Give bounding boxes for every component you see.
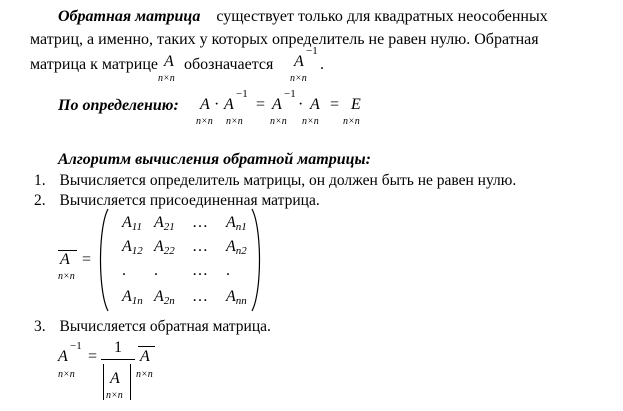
matrix-cell-index: 2n bbox=[163, 295, 175, 307]
adjoint-symbol-A: A bbox=[60, 251, 70, 268]
matrix-cell-base: A bbox=[226, 238, 236, 255]
formula-A: A bbox=[272, 96, 282, 113]
matrix-cell bbox=[192, 214, 208, 232]
inverse-symbol-A: A bbox=[294, 53, 304, 70]
matrix-cell-index: 21 bbox=[163, 221, 175, 233]
matrix-cell-index: nn bbox=[235, 295, 247, 307]
definition-label: По определению: bbox=[58, 97, 179, 114]
formula-A: A bbox=[310, 96, 320, 113]
size-subscript: n×n bbox=[196, 116, 213, 127]
formula-A: A bbox=[200, 96, 210, 113]
matrix-cell-base: … bbox=[192, 262, 208, 279]
matrix-cell bbox=[192, 238, 208, 256]
matrix-cell-base: A bbox=[226, 288, 236, 305]
matrix-cell-base: A bbox=[154, 238, 164, 255]
matrix-cell bbox=[226, 238, 247, 256]
size-subscript: n×n bbox=[343, 116, 360, 127]
formula-eq: = bbox=[82, 251, 92, 268]
matrix-cell-index: 11 bbox=[131, 221, 142, 233]
inverse-superscript: −1 bbox=[306, 45, 318, 57]
formula-eq: = bbox=[88, 348, 98, 365]
size-subscript: n×n bbox=[270, 116, 287, 127]
formula-E: E bbox=[351, 96, 361, 113]
determinant-A: A bbox=[110, 370, 120, 387]
paragraph-line-2: матриц, а именно, таких у которых определитель не равен нулю. Обратная bbox=[30, 31, 539, 48]
paragraph-line-1 bbox=[58, 8, 548, 26]
formula-A: A bbox=[224, 96, 234, 113]
matrix-cell-index: n1 bbox=[235, 221, 247, 233]
list-number: 3. bbox=[34, 318, 46, 335]
matrix-cell-index: 1n bbox=[131, 295, 143, 307]
size-subscript: n×n bbox=[106, 390, 123, 401]
matrix-cell bbox=[154, 214, 175, 232]
size-subscript: n×n bbox=[302, 116, 319, 127]
matrix-cell bbox=[226, 214, 247, 232]
matrix-cell bbox=[154, 262, 158, 280]
adjoint-symbol-A: A bbox=[140, 348, 150, 365]
paragraph-line-3 bbox=[30, 56, 158, 74]
matrix-cell bbox=[122, 288, 143, 306]
matrix-cell bbox=[122, 262, 126, 280]
determinant-bar-left bbox=[103, 364, 104, 400]
matrix-cell bbox=[122, 238, 143, 256]
matrix-cell-base: . bbox=[122, 262, 126, 279]
period: . bbox=[320, 56, 324, 73]
list-text: Вычисляется обратная матрица. bbox=[59, 318, 271, 335]
matrix-cell bbox=[122, 214, 142, 232]
matrix-cell bbox=[226, 288, 247, 306]
matrix-cell bbox=[154, 238, 175, 256]
matrix-cell-base: A bbox=[122, 238, 132, 255]
matrix-cell bbox=[154, 288, 175, 306]
left-paren bbox=[96, 208, 110, 312]
right-paren bbox=[250, 208, 264, 312]
inverse-symbol-A: A bbox=[58, 348, 68, 365]
algorithm-title: Алгоритм вычисления обратной матрицы: bbox=[58, 151, 371, 168]
matrix-cell-base: … bbox=[192, 288, 208, 305]
matrix-cell bbox=[226, 262, 230, 280]
matrix-cell-base: A bbox=[226, 214, 236, 231]
matrix-cell bbox=[192, 288, 208, 306]
term-inverse-matrix: Обратная матрица bbox=[58, 8, 201, 25]
formula-eq: = bbox=[330, 96, 340, 113]
formula-dot: · bbox=[214, 96, 220, 113]
matrix-cell-index: 12 bbox=[131, 245, 143, 257]
list-text: Вычисляется присоединенная матрица. bbox=[59, 192, 320, 209]
size-subscript: n×n bbox=[158, 73, 175, 84]
matrix-cell-base: … bbox=[192, 214, 208, 231]
size-subscript: n×n bbox=[136, 369, 153, 380]
matrix-cell-base: … bbox=[192, 238, 208, 255]
list-item bbox=[34, 172, 516, 190]
size-subscript: n×n bbox=[58, 369, 75, 380]
list-number: 1. bbox=[34, 172, 46, 189]
formula-dot: · bbox=[298, 96, 304, 113]
paragraph-text: обозначается bbox=[184, 56, 274, 73]
formula-eq: = bbox=[256, 96, 266, 113]
matrix-cell bbox=[192, 262, 208, 280]
inverse-superscript: −1 bbox=[284, 88, 296, 100]
list-text: Вычисляется определитель матрицы, он должен быть не равен нулю. bbox=[59, 172, 517, 189]
fraction-numerator: 1 bbox=[114, 339, 122, 356]
list-item bbox=[34, 318, 271, 336]
inverse-superscript: −1 bbox=[70, 340, 82, 352]
matrix-cell-base: A bbox=[154, 214, 164, 231]
matrix-cell-index: n2 bbox=[235, 245, 247, 257]
size-subscript: n×n bbox=[58, 271, 75, 282]
list-item bbox=[34, 192, 320, 210]
matrix-cell-index: 22 bbox=[163, 245, 175, 257]
paragraph-text: матрица к матрице bbox=[30, 56, 159, 73]
list-number: 2. bbox=[34, 192, 46, 209]
paragraph-text: существует только для квадратных неособенных bbox=[216, 8, 548, 25]
size-subscript: n×n bbox=[290, 73, 307, 84]
matrix-cell-base: A bbox=[154, 288, 164, 305]
matrix-cell-base: A bbox=[122, 214, 132, 231]
determinant-bar-right bbox=[130, 364, 131, 400]
matrix-cell-base: . bbox=[226, 262, 230, 279]
matrix-cell-base: A bbox=[122, 288, 132, 305]
matrix-symbol-A: A bbox=[164, 53, 174, 70]
fraction-line bbox=[101, 359, 135, 360]
inverse-superscript: −1 bbox=[236, 88, 248, 100]
overline bbox=[138, 346, 155, 347]
matrix-cell-base: . bbox=[154, 262, 158, 279]
size-subscript: n×n bbox=[226, 116, 243, 127]
